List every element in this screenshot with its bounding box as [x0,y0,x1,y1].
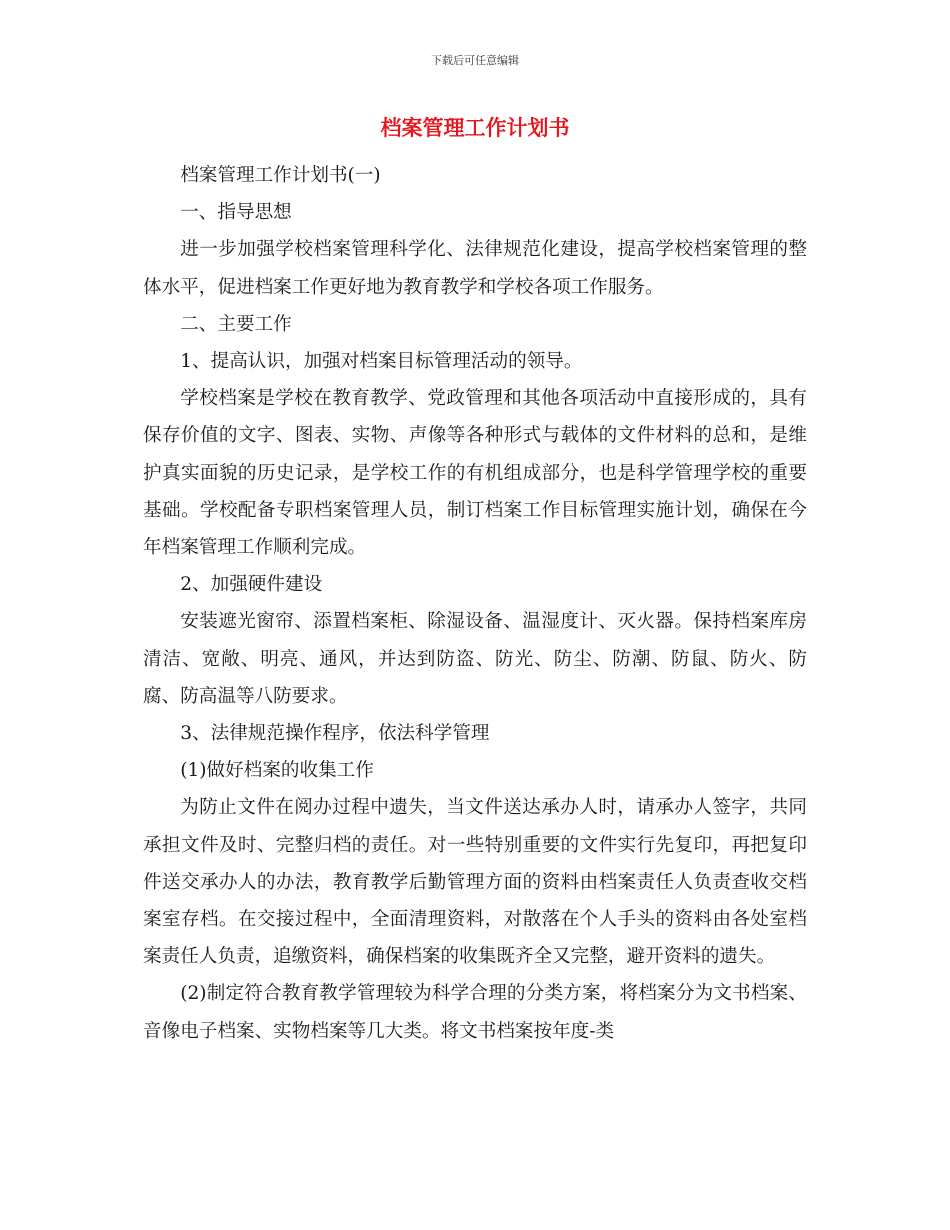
body-paragraph: 为防止文件在阅办过程中遗失，当文件送达承办人时，请承办人签字，共同承担文件及时、完整归档的责任。对一些特别重要的文件实行先复印，再把复印件送交承办人的办法，教育教学后勤管理方面的资料由档案责任人负责查收交档案室存档。在交接过程中，全面清理资料，对散落在个人手头的资料由各处室档案责任人负责，追缴资料，确保档案的收集既齐全又完整，避开资料的遗失。 [143,797,807,968]
item-heading-3: 3、法律规范操作程序，依法科学管理 [180,723,490,745]
sub-item-heading-1: (1)做好档案的收集工作 [180,760,374,782]
body-paragraph: 进一步加强学校档案管理科学化、法律规范化建设，提高学校档案管理的整体水平，促进档案工作更好地为教育教学和学校各项工作服务。 [143,239,807,298]
item-heading-2: 2、加强硬件建设 [180,574,323,596]
section-heading-main-work: 二、主要工作 [180,313,292,335]
document-title: 档案管理工作计划书 [380,116,570,140]
section-heading-guiding-ideology: 一、指导思想 [180,202,292,224]
subtitle-paragraph: 档案管理工作计划书(一) [180,165,381,186]
header-note: 下载后可任意编辑 [431,54,519,67]
document-body [143,157,807,1050]
body-paragraph: (2)制定符合教育教学管理较为科学合理的分类方案，将档案分为文书档案、音像电子档案、实物档案等几大类。将文书档案按年度-类 [143,983,807,1042]
item-heading-1: 1、提高认识，加强对档案目标管理活动的领导。 [180,351,583,373]
body-paragraph: 学校档案是学校在教育教学、党政管理和其他各项活动中直接形成的，具有保存价值的文字、图表、实物、声像等各种形式与载体的文件材料的总和，是维护真实面貌的历史记录，是学校工作的有机组成部分，也是科学管理学校的重要基础。学校配备专职档案管理人员，制订档案工作目标管理实施计划，确保在今年档案管理工作顺利完成。 [143,388,807,559]
body-paragraph: 安装遮光窗帘、添置档案柜、除湿设备、温湿度计、灭火器。保持档案库房清洁、宽敞、明亮、通风，并达到防盗、防光、防尘、防潮、防鼠、防火、防腐、防高温等八防要求。 [143,611,807,707]
